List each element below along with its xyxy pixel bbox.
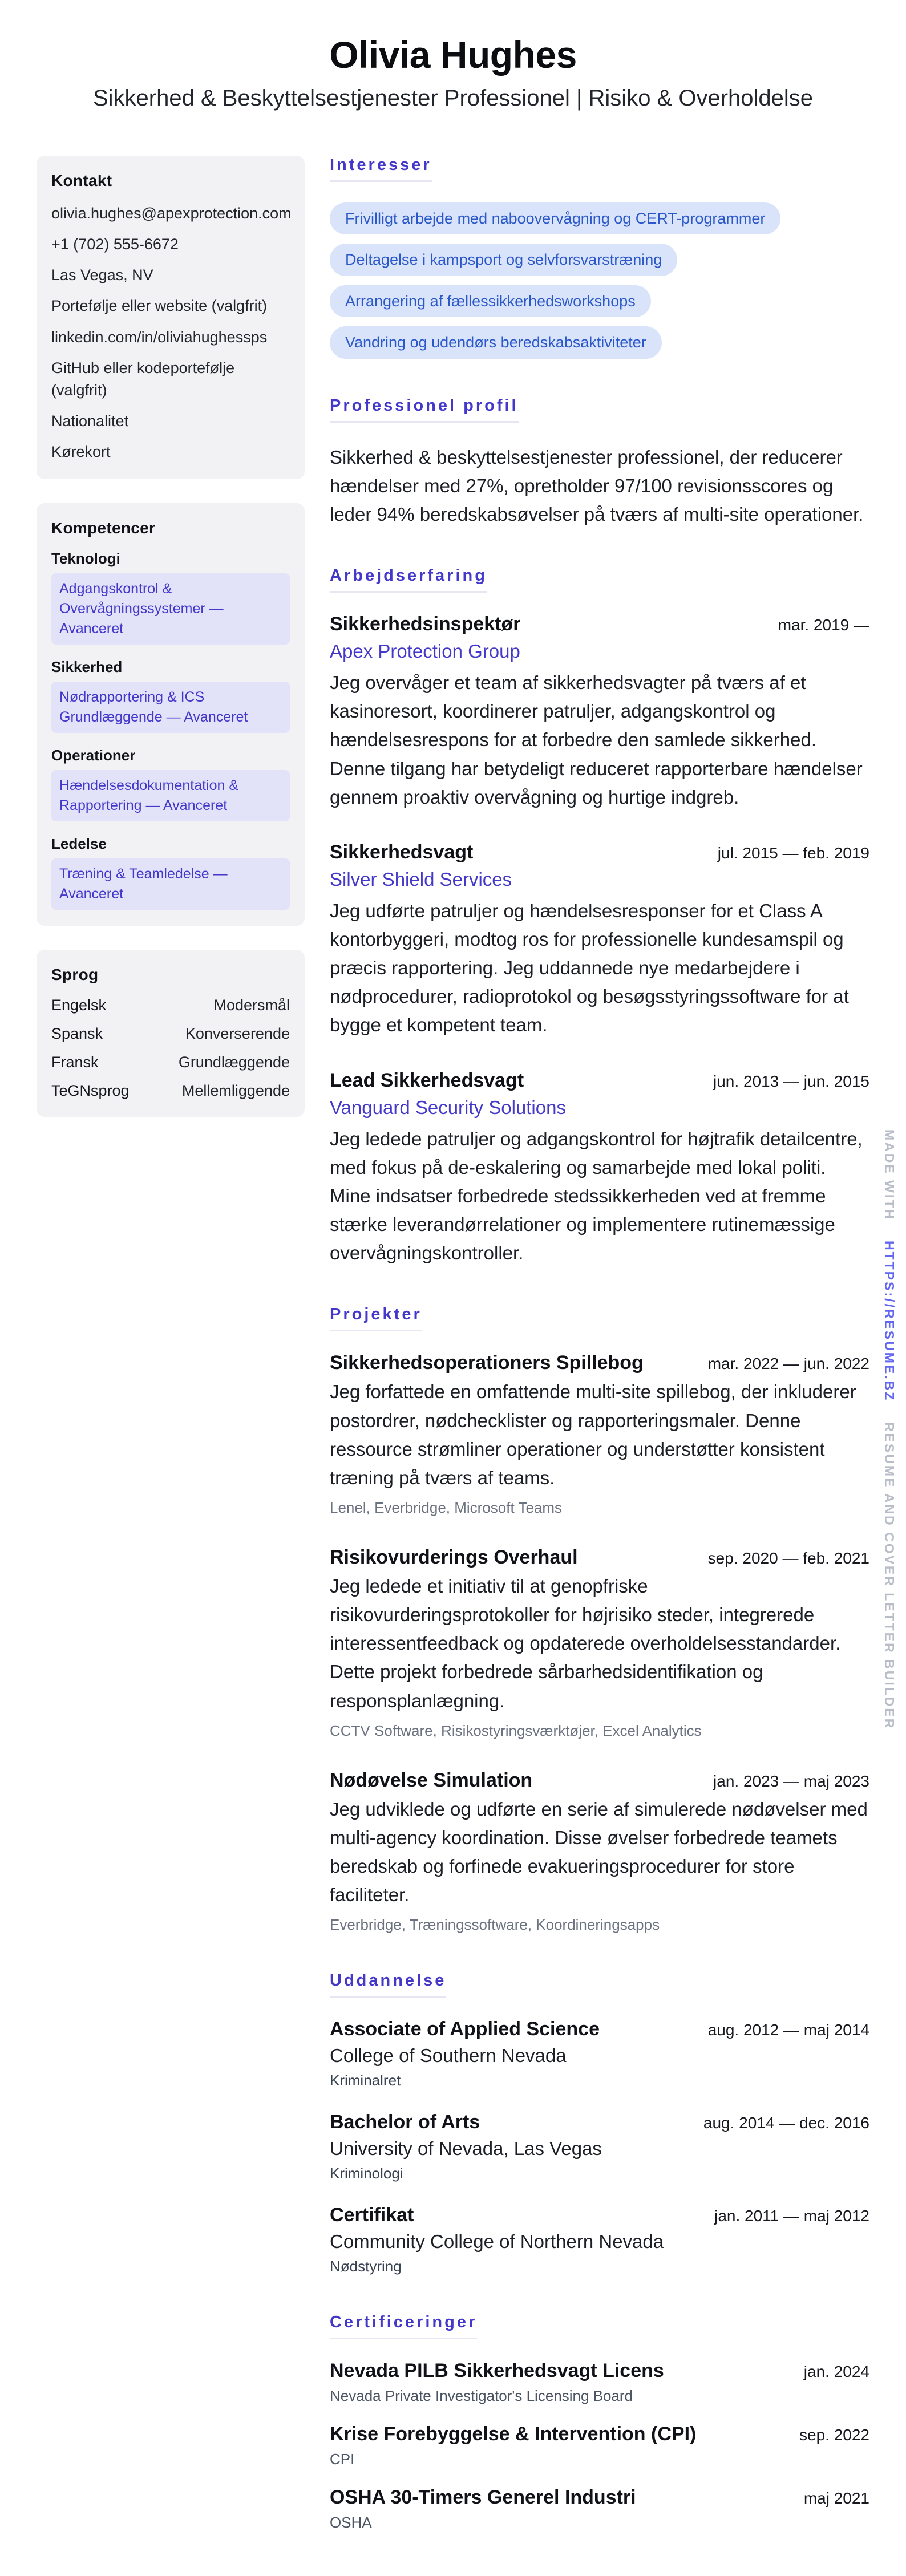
job-dates: mar. 2019 — bbox=[778, 616, 869, 634]
project-description: Jeg udviklede og udførte en serie af simulerede nødøvelser med multi-agency koordination. Disse øvelser forbedrede teamets beredskab og forfinede evakueringsprocedurer for store faciliteter. bbox=[330, 1798, 868, 1906]
section-interests bbox=[330, 156, 869, 359]
certification-issuer: Nevada Private Investigator's Licensing Board bbox=[330, 2387, 633, 2405]
job-entry bbox=[330, 613, 869, 812]
education-field: Kriminalret bbox=[330, 2072, 401, 2089]
language-level: Grundlæggende bbox=[178, 1054, 290, 1071]
certification-entry bbox=[330, 2486, 869, 2532]
certification-entry bbox=[330, 2423, 869, 2468]
page-title: Olivia Hughes bbox=[329, 34, 577, 76]
interest-pill: Deltagelse i kampsport og selvforsvarstræning bbox=[330, 244, 677, 276]
language-row bbox=[51, 1025, 290, 1043]
project-entry bbox=[330, 1352, 869, 1517]
project-entry bbox=[330, 1546, 869, 1740]
skill-pill: Nødrapportering & ICS Grundlæggende — Avanceret bbox=[51, 682, 290, 733]
education-degree: Associate of Applied Science bbox=[330, 2018, 600, 2040]
contact-linkedin[interactable]: linkedin.com/in/oliviahughessps bbox=[51, 328, 268, 346]
language-level: Konverserende bbox=[185, 1025, 290, 1043]
project-name: Nødøvelse Simulation bbox=[330, 1769, 533, 1791]
certification-name: Nevada PILB Sikkerhedsvagt Licens bbox=[330, 2360, 664, 2382]
certification-name: OSHA 30-Timers Generel Industri bbox=[330, 2486, 636, 2509]
section-certifications bbox=[330, 2313, 869, 2532]
language-level: Mellemliggende bbox=[181, 1082, 290, 1100]
job-company-link[interactable]: Silver Shield Services bbox=[330, 868, 512, 890]
language-name: TeGNsprog bbox=[51, 1082, 130, 1100]
skills-card bbox=[37, 503, 305, 926]
section-title-profile: Professionel profil bbox=[330, 396, 519, 423]
interest-pill: Vandring og udendørs beredskabsaktiviteter bbox=[330, 326, 662, 358]
job-dates: jun. 2013 — jun. 2015 bbox=[713, 1072, 869, 1090]
job-description: Jeg ledede patruljer og adgangskontrol for højtrafik detailcentre, med fokus på de-eskalering og samarbejde med lokal politi. Mine indsatser forbedrede stedssikkerheden ved at fremme stærke leverandørrelationer og implementere rutinemæssige overvågningskontroller. bbox=[330, 1128, 863, 1264]
language-row bbox=[51, 997, 290, 1014]
certification-name: Krise Forebyggelse & Intervention (CPI) bbox=[330, 2423, 697, 2445]
education-entry bbox=[330, 2111, 869, 2182]
education-field: Nødstyring bbox=[330, 2258, 402, 2275]
certification-date: jan. 2024 bbox=[803, 2363, 869, 2381]
job-dates: jul. 2015 — feb. 2019 bbox=[717, 844, 869, 862]
job-role: Sikkerhedsvagt bbox=[330, 841, 474, 863]
page-subtitle: Sikkerhed & Beskyttelsestjenester Professionel | Risiko & Overholdelse bbox=[92, 86, 814, 111]
main-column bbox=[330, 156, 869, 2569]
skill-group-label: Sikkerhed bbox=[51, 658, 123, 676]
section-experience bbox=[330, 566, 869, 1267]
skill-group-label: Operationer bbox=[51, 747, 136, 764]
section-title-projects: Projekter bbox=[330, 1305, 422, 1331]
section-profile bbox=[330, 396, 869, 529]
languages-title: Sprog bbox=[51, 966, 99, 984]
watermark-suffix: RESUME AND COVER LETTER BUILDER bbox=[882, 1421, 897, 1730]
project-description: Jeg forfattede en omfattende multi-site spillebog, der inkluderer postordrer, nødchecklister og rapporteringsmaler. Denne ressource strømliner operationer og understøtter konsistent træning på tværs af teams. bbox=[330, 1381, 856, 1488]
job-company-link[interactable]: Vanguard Security Solutions bbox=[330, 1096, 566, 1118]
education-field: Kriminologi bbox=[330, 2165, 403, 2182]
job-description: Jeg overvåger et team af sikkerhedsvagter på tværs af et kasinoresort, koordinerer patruljer, adgangskontrol og hændelsesrespons for at forbedre den samlede sikkerhed. Denne tilgang har betydeligt reduceret rapporterbare hændelser gennem proaktiv overvågning og hurtige indgreb. bbox=[330, 672, 863, 808]
job-entry bbox=[330, 1070, 869, 1268]
contact-card bbox=[37, 156, 305, 479]
project-tools: CCTV Software, Risikostyringsværktøjer, Excel Analytics bbox=[330, 1722, 702, 1739]
skill-pill: Hændelsesdokumentation & Rapportering — Avanceret bbox=[51, 770, 290, 821]
contact-email[interactable]: olivia.hughes@apexprotection.com bbox=[51, 205, 292, 222]
profile-summary: Sikkerhed & beskyttelsestjenester professionel, der reducerer hændelser med 27%, opretholder 97/100 revisionsscores og leder 94% beredskabsøvelser på tværs af multi-site operationer. bbox=[330, 446, 864, 525]
skill-pill: Adgangskontrol & Overvågningssystemer — Avanceret bbox=[51, 573, 290, 645]
section-title-certifications: Certificeringer bbox=[330, 2313, 477, 2339]
contact-drivers-license: Kørekort bbox=[51, 443, 111, 461]
job-entry bbox=[330, 841, 869, 1040]
skill-group-security bbox=[51, 658, 290, 733]
education-dates: aug. 2012 — maj 2014 bbox=[707, 2021, 869, 2039]
certification-date: maj 2021 bbox=[803, 2489, 869, 2508]
languages-card bbox=[37, 950, 305, 1117]
project-tools: Everbridge, Træningssoftware, Koordineringsapps bbox=[330, 1916, 660, 1934]
certification-issuer: CPI bbox=[330, 2451, 355, 2468]
skill-group-label: Teknologi bbox=[51, 550, 120, 568]
watermark-prefix: MADE WITH bbox=[882, 1129, 897, 1221]
language-row bbox=[51, 1082, 290, 1100]
section-title-education: Uddannelse bbox=[330, 1971, 446, 1998]
content-columns bbox=[37, 156, 869, 2569]
project-entry bbox=[330, 1769, 869, 1934]
project-dates: mar. 2022 — jun. 2022 bbox=[707, 1355, 869, 1373]
skill-group-technology bbox=[51, 550, 290, 645]
job-role: Sikkerhedsinspektør bbox=[330, 613, 521, 635]
contact-location: Las Vegas, NV bbox=[51, 266, 153, 284]
education-degree: Bachelor of Arts bbox=[330, 2111, 480, 2133]
interest-pill-list bbox=[330, 202, 869, 359]
skill-group-operations bbox=[51, 747, 290, 821]
resume-header bbox=[37, 33, 869, 111]
education-entry bbox=[330, 2018, 869, 2089]
sidebar bbox=[37, 156, 305, 1117]
project-name: Sikkerhedsoperationers Spillebog bbox=[330, 1352, 644, 1374]
project-dates: jan. 2023 — maj 2023 bbox=[713, 1772, 869, 1790]
education-school: Community College of Northern Nevada bbox=[330, 2231, 664, 2253]
certification-issuer: OSHA bbox=[330, 2514, 372, 2532]
education-school: College of Southern Nevada bbox=[330, 2045, 567, 2067]
contact-nationality: Nationalitet bbox=[51, 412, 129, 430]
project-dates: sep. 2020 — feb. 2021 bbox=[707, 1549, 869, 1567]
language-name: Fransk bbox=[51, 1054, 99, 1071]
interest-pill: Arrangering af fællessikkerhedsworkshops bbox=[330, 285, 651, 317]
language-row bbox=[51, 1054, 290, 1071]
education-dates: aug. 2014 — dec. 2016 bbox=[703, 2114, 869, 2132]
contact-phone: +1 (702) 555-6672 bbox=[51, 236, 179, 253]
skills-title: Kompetencer bbox=[51, 519, 156, 537]
education-entry bbox=[330, 2204, 869, 2275]
job-description: Jeg udførte patruljer og hændelsesresponser for et Class A kontorbyggeri, modtog ros for professionelle kundesamspil og præcis rapportering. Jeg uddannede nye medarbejdere i nødprocedurer, radioprotokol og besøgsstyringssoftware for at bygge et kompetent team. bbox=[330, 900, 849, 1036]
education-dates: jan. 2011 — maj 2012 bbox=[714, 2207, 869, 2225]
watermark bbox=[881, 1129, 897, 1730]
contact-title: Kontakt bbox=[51, 172, 112, 189]
contact-github: GitHub eller kodeportefølje (valgfrit) bbox=[51, 359, 235, 399]
job-company-link[interactable]: Apex Protection Group bbox=[330, 641, 520, 662]
skill-pill: Træning & Teamledelse — Avanceret bbox=[51, 858, 290, 910]
section-education bbox=[330, 1971, 869, 2275]
resume-bz-link[interactable]: HTTPS://RESUME.BZ bbox=[882, 1241, 897, 1402]
job-role: Lead Sikkerhedsvagt bbox=[330, 1069, 524, 1091]
language-name: Spansk bbox=[51, 1025, 103, 1043]
skill-group-leadership bbox=[51, 835, 290, 910]
project-description: Jeg ledede et initiativ til at genopfriske risikovurderingsprotokoller for højrisiko steder, integrerede interessentfeedback og opdaterede overholdelsesstandarder. Dette projekt forbedrede sårbarhedsidentifikation og responsplanlægning. bbox=[330, 1575, 841, 1711]
education-school: University of Nevada, Las Vegas bbox=[330, 2138, 602, 2160]
interest-pill: Frivilligt arbejde med naboovervågning og CERT-programmer bbox=[330, 202, 780, 234]
language-level: Modersmål bbox=[213, 997, 290, 1014]
skill-group-label: Ledelse bbox=[51, 835, 107, 853]
project-name: Risikovurderings Overhaul bbox=[330, 1546, 578, 1568]
education-degree: Certifikat bbox=[330, 2204, 414, 2226]
section-title-experience: Arbejdserfaring bbox=[330, 566, 487, 593]
certification-entry bbox=[330, 2360, 869, 2405]
language-name: Engelsk bbox=[51, 997, 107, 1014]
contact-website: Portefølje eller website (valgfrit) bbox=[51, 297, 268, 315]
section-projects bbox=[330, 1305, 869, 1934]
section-title-interests: Interesser bbox=[330, 156, 432, 182]
project-tools: Lenel, Everbridge, Microsoft Teams bbox=[330, 1499, 563, 1516]
certification-date: sep. 2022 bbox=[799, 2426, 869, 2444]
